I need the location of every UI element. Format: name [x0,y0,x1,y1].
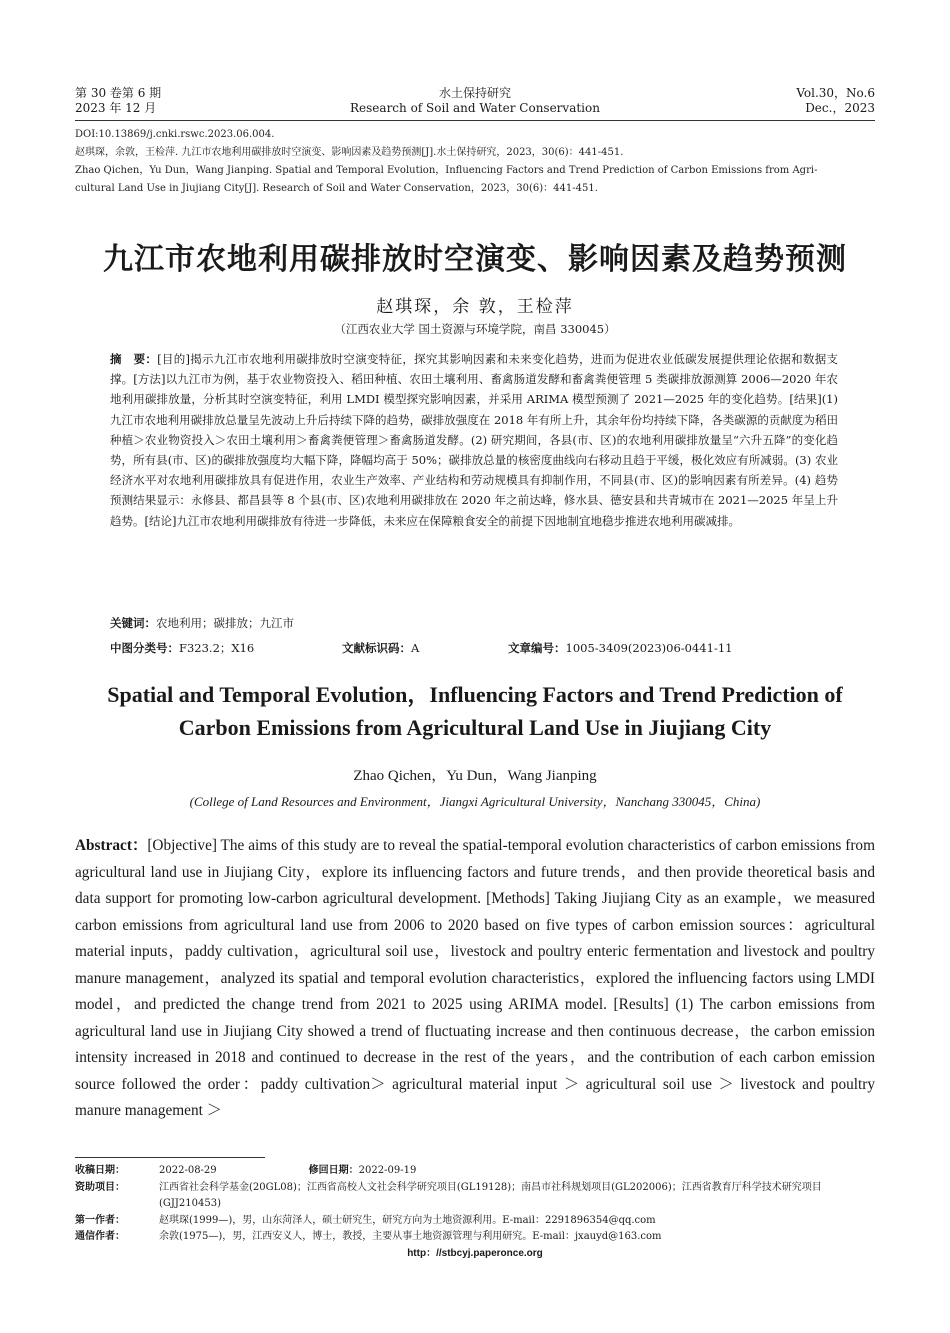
authors-cn: 赵琪琛，余 敦，王检萍 [376,297,574,317]
keywords-cn-label: 关键词： [110,616,156,630]
title-en-line2: Carbon Emissions from Agricultural Land Use in Jiujiang City [178,715,772,740]
abstract-en-label: Abstract： [75,837,148,854]
running-header [75,86,875,120]
keywords-cn-text: 农地利用；碳排放；九江市 [156,616,294,630]
keywords-cn [110,614,838,632]
journal-url[interactable]: http：//stbcyj.paperonce.org [407,1247,543,1259]
funding-row [75,1180,875,1213]
funding-label: 资助项目： [75,1181,125,1193]
abstract-cn-text: [目的]揭示九江市农地利用碳排放时空演变特征，探究其影响因素和未来变化趋势，进而为促进农业低碳发展提供理论依据和数据支撑。[方法]以九江市为例，基于农业物资投入、稻田种植、农田土壤利用、畜禽肠道发酵和畜禽粪便管理 5 类碳排放源测算 2006—2020 年农地利用碳排放量，分析其时空演变特征，利用 LMDI 模型探究影响因素，并采用 ARIMA 模型预测了 2021—2025 年的变化趋势。[结果](1) 九江市农地利用碳排放总量呈先波动上升后持续下降的趋势，碳排放强度在 2018 年有所上升，其余年份均持续下降，各类碳源的贡献度为稻田种植＞农业物资投入＞农田土壤利用＞畜禽粪便管理＞畜禽肠道发酵。(2) 研究期间，各县(市、区)的农地利用碳排放量呈“六升五降”的变化趋势，所有县(市、区)的碳排放强度均大幅下降，降幅均高于 50%；碳排放总量的核密度曲线向右移动且趋于平缓，极化效应有所减弱。(3) 农业经济水平对农地利用碳排放具有促进作用，农业生产效率、产业结构和劳动规模具有抑制作用，不同县(市、区)的影响因素有所差异。(4) 趋势预测结果显示：永修县、都昌县等 8 个县(市、区)农地利用碳排放在 2020 年之前达峰，修水县、德安县和共青城市在 2021—2025 年呈上升趋势。[结论]九江市农地利用碳排放有待进一步降低，未来应在保障粮食安全的前提下因地制宜地稳步推进农地利用碳减排。 [110,352,839,528]
article-number [508,639,732,657]
title-en-line1: Spatial and Temporal Evolution，Influencing Factors and Trend Prediction of [107,682,843,707]
abstract-en-text: [Objective] The aims of this study are to reveal the spatial-temporal evolution characteristics of carbon emissions from agricultural land use in Jiujiang City，explore its influencing factors and future trends，and then provide theoretical basis and data support for promoting low-carbon agricultural development. [Methods] Taking Jiujiang City as an example，we measured carbon emissions from agricultural land use from 2006 to 2020 based on five types of carbon emission sources：agricultural material inputs，paddy cultivation，agricultural soil use，livestock and poultry enteric fermentation and livestock and poultry manure management，analyzed its spatial and temporal evolution characteristics，explored the influencing factors using LMDI model，and predicted the change trend from 2021 to 2025 using ARIMA model. [Results] (1) The carbon emissions from agricultural land use in Jiujiang City showed a trend of fluctuating increase and then continuous decrease，the carbon emission intensity increased in 2018 and continued to decrease in the rest of the years，and the contribution of each carbon emission source followed the order：paddy cultivation＞ agricultural material input ＞ agricultural soil use ＞ livestock and poultry manure management ＞ [75,837,875,1119]
clc-code [110,639,254,657]
article-value: 1005-3409(2023)06-0441-11 [565,641,733,655]
corresponding-value: 余敦(1975—)，男，江西安义人，博士，教授，主要从事土地资源管理与利用研究。E-mail：jxauyd@163.com [159,1231,662,1242]
affiliation-cn: （江西农业大学 国土资源与环境学院，南昌 330045） [334,322,616,336]
footnotes [75,1163,875,1262]
doc-code [342,639,419,657]
funding-value: 江西省社会科学基金(20GL08)；江西省高校人文社会科学研究项目(GL19128)；南昌市社科规划项目(GL202006)；江西省教育厅科学技术研究项目(GJJ210453) [159,1181,822,1209]
first-author-label: 第一作者： [75,1214,125,1226]
clc-value: F323.2；X16 [179,641,255,655]
abstract-cn-label: 摘 要： [110,352,158,366]
clc-label: 中图分类号： [110,641,179,655]
first-author-value: 赵琪琛(1999—)，男，山东菏泽人，硕士研究生，研究方向为土地资源利用。E-mail：2291896354@qq.com [159,1214,656,1226]
header-volume-en [796,86,875,116]
abstract-cn [110,349,838,531]
first-author-row [75,1213,875,1230]
header-divider [75,120,875,121]
header-date-cn: 2023 年 12 月 [75,101,157,115]
dates-row [75,1163,875,1180]
title-en [0,678,950,744]
header-journal-en: Research of Soil and Water Conservation [350,101,600,115]
footnote-divider [75,1157,265,1158]
authors-en: Zhao Qichen，Yu Dun，Wang Jianping [353,768,597,784]
doc-label: 文献标识码： [342,641,411,655]
header-journal [75,86,875,116]
citation-cn: 赵琪琛，余敦，王检萍. 九江市农地利用碳排放时空演变、影响因素及趋势预测[J].水土保持研究，2023，30(6)：441-451. [75,147,624,158]
abstract-en [75,833,875,1125]
revised-value: 2022-09-19 [358,1165,417,1176]
corresponding-label: 通信作者： [75,1231,125,1242]
affiliation-en: (College of Land Resources and Environment，Jiangxi Agricultural University，Nanchang 330045，China) [189,794,761,809]
citation-en-line1: Zhao Qichen，Yu Dun，Wang Jianping. Spatial and Temporal Evolution，Influencing Factors and Trend Prediction of Carbon Emissions from Agri- [75,165,818,176]
article-label: 文章编号： [508,641,566,655]
title-cn: 九江市农地利用碳排放时空演变、影响因素及趋势预测 [103,242,847,277]
revised-label: 修回日期： [308,1165,359,1176]
header-vol-en: Vol.30，No.6 [796,86,875,100]
citation-en-line2: cultural Land Use in Jiujiang City[J]. Research of Soil and Water Conservation，2023，30(6)：441-451. [75,183,598,194]
doi-line[interactable]: DOI:10.13869/j.cnki.rswc.2023.06.004. [75,129,275,140]
received-label: 收稿日期： [75,1165,125,1176]
header-journal-cn: 水土保持研究 [438,86,511,100]
citation-block [75,126,875,198]
header-volume: 第 30 卷第 6 期 [75,86,162,100]
received-value: 2022-08-29 [159,1165,217,1176]
corresponding-author-row [75,1229,875,1246]
header-date-en: Dec.，2023 [805,101,875,115]
doc-value: A [411,641,420,655]
